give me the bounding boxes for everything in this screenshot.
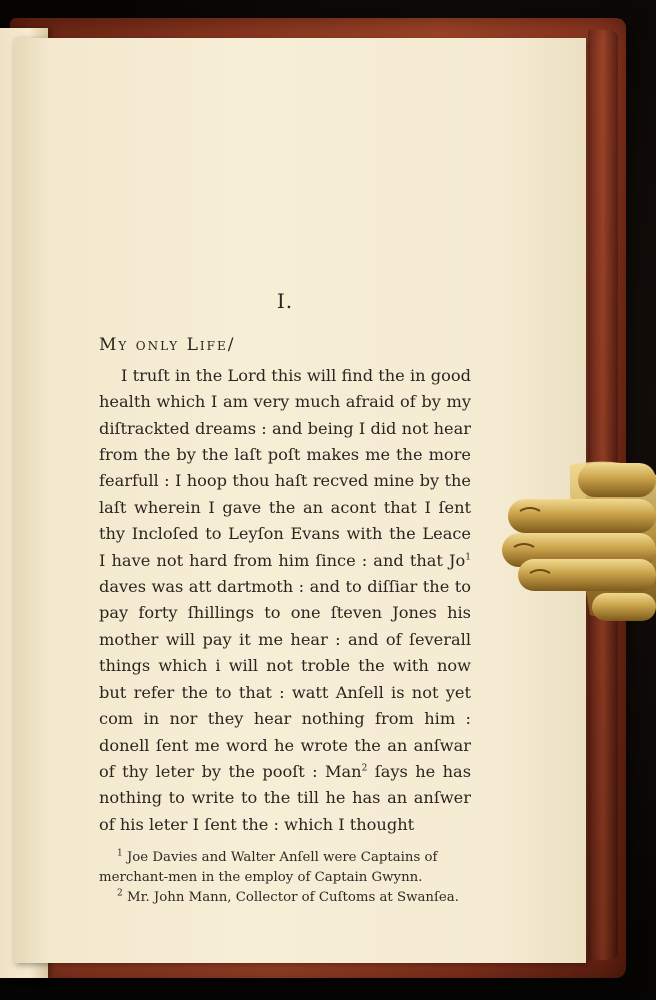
section-heading: I. <box>276 289 294 313</box>
page-text-block <box>99 288 471 908</box>
footnote-1-text: Joe Davies and Walter Anſell were Captains of merchant-men in the employ of Captain Gwynn. <box>99 850 438 886</box>
footnote-2 <box>99 888 471 908</box>
footnote-1-number: 1 <box>117 848 123 859</box>
letter-body-part-2: daves was att dartmoth : and to diſſiar the to pay forty ſhillings to one ſteven Jones his mother will pay it me hear : and of ſeverall things which i will not troble the with now but refer the to that : watt Anſell is not yet com in nor they hear nothing from him : donell ſent me word he wrote the an anſwar of thy leter by the pooſt : Man <box>99 577 471 781</box>
salutation: My only Life/ <box>99 335 236 356</box>
letter-body <box>99 363 471 838</box>
footnote-1 <box>99 848 471 888</box>
brass-hand-bookmark-icon <box>500 455 656 625</box>
letter-body-part-1: I truſt in the Lord this will find the in good health which I am very much afraid of by my diſtrackted dreams : and being I did not hear from the by the laſt poſt makes me the more fearfull : I hoop thou haſt recved mine by the laſt wherein I gave the an acont that I ſent thy Incloſed to Leyſon Evans with the Leace I have not hard from him ſince : and that Jo <box>99 365 471 570</box>
footnote-2-number: 2 <box>117 888 123 899</box>
footnotes <box>99 848 471 908</box>
footnote-2-text: Mr. John Mann, Collector of Cuſtoms at Swanſea. <box>126 890 459 906</box>
footnote-ref-2: 2 <box>361 763 368 774</box>
footnote-ref-1: 1 <box>465 552 471 563</box>
letter-body-part-3: ſays he has nothing to write to the till he has an anſwer of his leter I ſent the : which I thought <box>99 761 471 834</box>
